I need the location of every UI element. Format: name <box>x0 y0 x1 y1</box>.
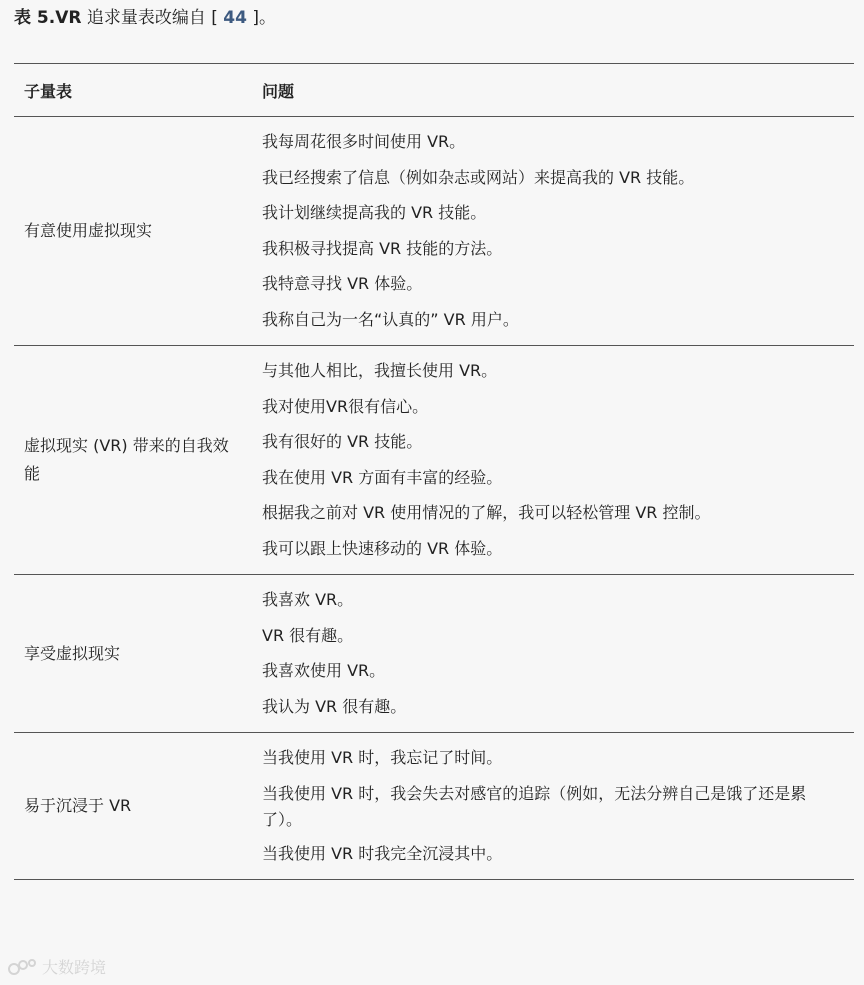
question-item: 我对使用VR很有信心。 <box>262 396 429 416</box>
question-item: 我计划继续提高我的 VR 技能。 <box>262 203 487 222</box>
question-item: VR 很有趣。 <box>262 625 354 645</box>
subscale-cell: 有意使用虚拟现实 <box>24 221 153 240</box>
header-subscale: 子量表 <box>24 81 73 101</box>
question-item: 我已经搜索了信息（例如杂志或网站）来提高我的 VR 技能。 <box>262 167 695 187</box>
questions-cell <box>252 733 854 879</box>
subscale-cell: 易于沉浸于 VR <box>24 796 132 815</box>
question-item: 当我使用 VR 时，我忘记了时间。 <box>262 748 503 767</box>
question-item: 我喜欢 VR。 <box>262 590 354 609</box>
table-row <box>14 346 854 575</box>
header-question: 问题 <box>262 81 295 101</box>
questions-cell <box>252 575 854 732</box>
caption-text: 追求量表改编自 [ <box>81 8 224 28</box>
subscale-cell: 虚拟现实 (VR) 带来的自我效能 <box>24 436 229 483</box>
caption-suffix: ]。 <box>246 8 277 28</box>
vr-scale-table <box>14 63 854 880</box>
question-item: 我喜欢使用 VR。 <box>262 661 386 680</box>
questions-cell <box>252 346 854 574</box>
question-item: 当我使用 VR 时，我会失去对感官的追踪（例如，无法分辨自己是饿了还是累了）。 <box>262 783 807 829</box>
table-caption <box>14 6 276 30</box>
question-item: 我称自己为一名“认真的” VR 用户。 <box>262 309 519 329</box>
question-item: 我认为 VR 很有趣。 <box>262 696 407 716</box>
table-row <box>14 575 854 733</box>
question-item: 当我使用 VR 时我完全沉浸其中。 <box>262 843 503 863</box>
watermark-logo-icon <box>8 957 38 977</box>
table-row <box>14 733 854 880</box>
table-header-row <box>14 64 854 117</box>
question-item: 我在使用 VR 方面有丰富的经验。 <box>262 467 503 487</box>
question-item: 与其他人相比，我擅长使用 VR。 <box>262 361 498 380</box>
watermark <box>8 955 106 978</box>
questions-cell <box>252 117 854 345</box>
question-item: 我可以跟上快速移动的 VR 体验。 <box>262 538 503 558</box>
question-item: 我特意寻找 VR 体验。 <box>262 274 423 293</box>
watermark-text: 大数跨境 <box>42 958 107 977</box>
question-item: 我有很好的 VR 技能。 <box>262 432 423 451</box>
caption-label: 表 5.VR <box>14 8 82 28</box>
citation-link[interactable]: 44 <box>223 8 247 28</box>
question-item: 我积极寻找提高 VR 技能的方法。 <box>262 238 503 258</box>
table-row <box>14 117 854 346</box>
question-item: 我每周花很多时间使用 VR。 <box>262 132 466 151</box>
subscale-cell: 享受虚拟现实 <box>24 643 121 663</box>
question-item: 根据我之前对 VR 使用情况的了解，我可以轻松管理 VR 控制。 <box>262 503 711 522</box>
